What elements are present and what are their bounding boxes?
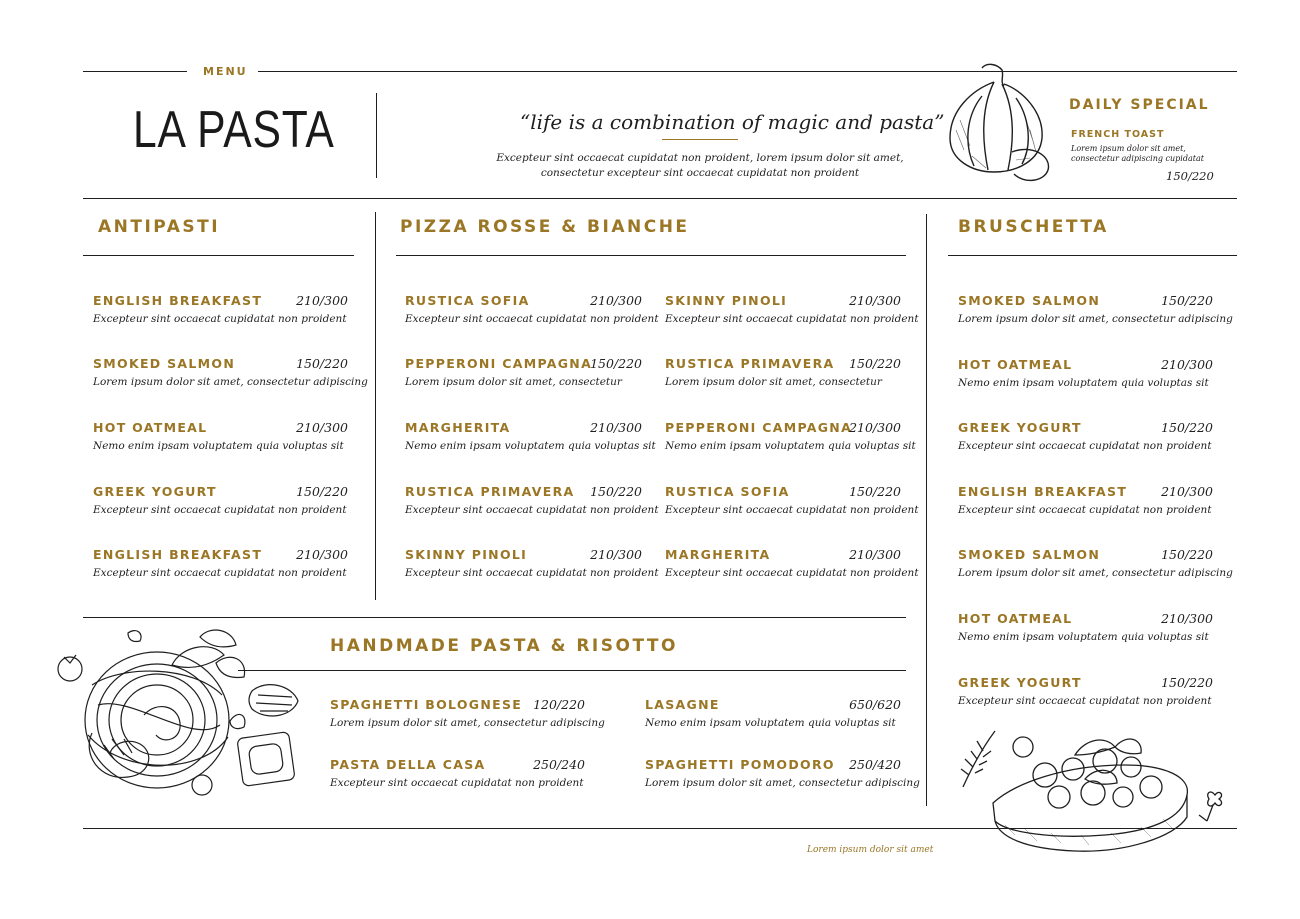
item-name: LASAGNE <box>645 697 720 712</box>
bruschetta-item <box>958 611 1213 647</box>
item-desc: Excepteur sint occaecat cupidatat non proident <box>93 567 347 579</box>
pizza-item <box>665 547 919 583</box>
item-desc: Lorem ipsum dolor sit amet, consectetur adipiscing <box>330 717 605 729</box>
bruschetta-item <box>958 357 1213 393</box>
header-bottom-rule <box>83 198 1237 199</box>
item-price: 210/300 <box>296 293 348 308</box>
item-price: 150/220 <box>1161 293 1213 308</box>
item-name: PASTA DELLA CASA <box>330 757 486 772</box>
pizza-item <box>665 420 916 456</box>
item-desc: Nemo enim ipsam voluptatem quia voluptas sit <box>958 631 1209 643</box>
item-desc: Excepteur sint occaecat cupidatat non proident <box>330 777 584 789</box>
item-price: 150/220 <box>1161 420 1213 435</box>
item-price: 250/420 <box>849 757 901 772</box>
pizza-item <box>665 293 919 329</box>
item-price: 150/220 <box>849 356 901 371</box>
footer-text: Lorem ipsum dolor sit amet <box>807 845 934 855</box>
item-price: 150/220 <box>296 356 348 371</box>
antipasti-rule <box>83 255 354 256</box>
item-name: SMOKED SALMON <box>958 293 1101 308</box>
bruschetta-title: BRUSCHETTA <box>958 217 1109 237</box>
antipasti-title: ANTIPASTI <box>98 217 221 237</box>
item-desc: Lorem ipsum dolor sit amet, consectetur adipiscing <box>93 376 368 388</box>
item-desc: Excepteur sint occaecat cupidatat non proident <box>958 504 1212 516</box>
item-name: GREEK YOGURT <box>958 420 1082 435</box>
pasta-item <box>645 697 901 733</box>
pizza-item <box>405 420 656 456</box>
pasta-top-rule <box>83 617 906 618</box>
item-desc: Nemo enim ipsam voluptatem quia voluptas sit <box>665 440 916 452</box>
antipasti-item <box>93 420 348 456</box>
tagline-text: life is a combination of magic and pasta <box>530 110 935 134</box>
item-price: 150/220 <box>1161 675 1213 690</box>
item-price: 650/620 <box>849 697 901 712</box>
header-rule-left <box>83 71 187 72</box>
divider-antipasti-pizza <box>375 212 376 600</box>
item-desc: Excepteur sint occaecat cupidatat non proident <box>93 313 347 325</box>
tagline-underline <box>662 139 738 140</box>
item-desc: Nemo enim ipsam voluptatem quia voluptas sit <box>645 717 896 729</box>
item-name: RUSTICA PRIMAVERA <box>665 356 835 371</box>
item-name: ENGLISH BREAKFAST <box>93 293 263 308</box>
garlic-illustration <box>942 60 1057 185</box>
item-name: SKINNY PINOLI <box>665 293 788 308</box>
item-name: SMOKED SALMON <box>93 356 236 371</box>
item-name: SKINNY PINOLI <box>405 547 528 562</box>
item-name: PEPPERONI CAMPAGNA <box>405 356 593 371</box>
item-name: RUSTICA SOFIA <box>665 484 790 499</box>
item-desc: Lorem ipsum dolor sit amet, consectetur adipiscing <box>645 777 920 789</box>
pizza-item <box>665 484 919 520</box>
item-price: 210/300 <box>296 420 348 435</box>
pasta-title: HANDMADE PASTA & RISOTTO <box>330 636 678 656</box>
item-desc: Excepteur sint occaecat cupidatat non proident <box>405 313 659 325</box>
item-price: 210/300 <box>1161 484 1213 499</box>
item-price: 150/220 <box>590 356 642 371</box>
item-desc: Excepteur sint occaecat cupidatat non proident <box>665 313 919 325</box>
pasta-item <box>330 697 605 733</box>
item-desc: Excepteur sint occaecat cupidatat non proident <box>405 504 659 516</box>
item-desc: Excepteur sint occaecat cupidatat non proident <box>93 504 347 516</box>
item-name: GREEK YOGURT <box>958 675 1082 690</box>
menu-label: MENU <box>203 65 248 78</box>
header-divider <box>376 93 377 178</box>
item-desc: Excepteur sint occaecat cupidatat non proident <box>958 440 1212 452</box>
item-desc: Excepteur sint occaecat cupidatat non proident <box>665 504 919 516</box>
item-price: 150/220 <box>849 484 901 499</box>
item-price: 210/300 <box>1161 357 1213 372</box>
pizza-item <box>405 484 659 520</box>
pizza-item <box>405 293 659 329</box>
item-name: MARGHERITA <box>665 547 771 562</box>
pasta-rule <box>238 670 906 671</box>
item-price: 250/240 <box>533 757 585 772</box>
pizza-title: PIZZA ROSSE & BIANCHE <box>400 217 690 237</box>
item-price: 210/300 <box>849 547 901 562</box>
item-name: SPAGHETTI BOLOGNESE <box>330 697 523 712</box>
item-price: 210/300 <box>1161 611 1213 626</box>
bruschetta-item <box>958 675 1213 711</box>
bruschetta-item <box>958 293 1233 329</box>
daily-special-item: FRENCH TOAST <box>1071 129 1165 140</box>
item-desc: Nemo enim ipsam voluptatem quia voluptas sit <box>93 440 344 452</box>
bruschetta-illustration <box>955 725 1225 860</box>
item-price: 210/300 <box>590 293 642 308</box>
item-price: 150/220 <box>296 484 348 499</box>
bruschetta-item <box>958 484 1213 520</box>
item-desc: Lorem ipsum dolor sit amet, consectetur <box>665 376 882 388</box>
header-subtitle: Excepteur sint occaecat cupidatat non proident, lorem ipsum dolor sit amet, consectetur excepteur sint occaecat cupidatat non proident <box>496 152 904 179</box>
tagline-quote: “life is a combination of magic and pasta” <box>520 110 945 134</box>
item-price: 210/300 <box>296 547 348 562</box>
item-price: 150/220 <box>1161 547 1213 562</box>
item-price: 210/300 <box>849 293 901 308</box>
item-desc: Lorem ipsum dolor sit amet, consectetur adipiscing <box>958 567 1233 579</box>
item-name: PEPPERONI CAMPAGNA <box>665 420 853 435</box>
item-name: GREEK YOGURT <box>93 484 217 499</box>
daily-special-desc: Lorem ipsum dolor sit amet, consectetur adipiscing cupidatat <box>1071 144 1204 163</box>
item-name: SPAGHETTI POMODORO <box>645 757 835 772</box>
item-price: 150/220 <box>590 484 642 499</box>
bruschetta-rule <box>948 255 1237 256</box>
antipasti-item <box>93 356 368 392</box>
item-name: ENGLISH BREAKFAST <box>93 547 263 562</box>
item-name: RUSTICA SOFIA <box>405 293 530 308</box>
item-name: HOT OATMEAL <box>958 357 1073 372</box>
brand-title: LA PASTA <box>133 101 335 159</box>
item-desc: Excepteur sint occaecat cupidatat non proident <box>405 567 659 579</box>
item-name: ENGLISH BREAKFAST <box>958 484 1128 499</box>
item-name: HOT OATMEAL <box>958 611 1073 626</box>
item-desc: Nemo enim ipsam voluptatem quia voluptas sit <box>958 377 1209 389</box>
item-name: SMOKED SALMON <box>958 547 1101 562</box>
bruschetta-item <box>958 420 1213 456</box>
item-desc: Nemo enim ipsam voluptatem quia voluptas sit <box>405 440 656 452</box>
pasta-item <box>645 757 920 793</box>
item-name: RUSTICA PRIMAVERA <box>405 484 575 499</box>
item-desc: Excepteur sint occaecat cupidatat non proident <box>665 567 919 579</box>
item-name: MARGHERITA <box>405 420 511 435</box>
divider-main-bruschetta <box>926 214 927 806</box>
daily-special-price: 150/220 <box>1166 169 1214 183</box>
pizza-item <box>405 356 642 392</box>
bruschetta-item <box>958 547 1233 583</box>
item-price: 210/300 <box>590 547 642 562</box>
pasta-item <box>330 757 585 793</box>
pizza-item <box>665 356 901 392</box>
antipasti-item <box>93 547 348 583</box>
spaghetti-shrimp-illustration <box>52 625 307 805</box>
item-desc: Lorem ipsum dolor sit amet, consectetur adipiscing <box>958 313 1233 325</box>
item-name: HOT OATMEAL <box>93 420 208 435</box>
pizza-rule <box>396 255 906 256</box>
header-rule-right <box>258 71 1237 72</box>
pizza-item <box>405 547 659 583</box>
item-desc: Excepteur sint occaecat cupidatat non proident <box>958 695 1212 707</box>
antipasti-item <box>93 484 348 520</box>
footer-rule <box>83 828 1237 829</box>
antipasti-item <box>93 293 348 329</box>
item-price: 210/300 <box>590 420 642 435</box>
item-price: 120/220 <box>533 697 585 712</box>
daily-special-title: DAILY SPECIAL <box>1069 97 1210 113</box>
item-price: 210/300 <box>849 420 901 435</box>
item-desc: Lorem ipsum dolor sit amet, consectetur <box>405 376 622 388</box>
